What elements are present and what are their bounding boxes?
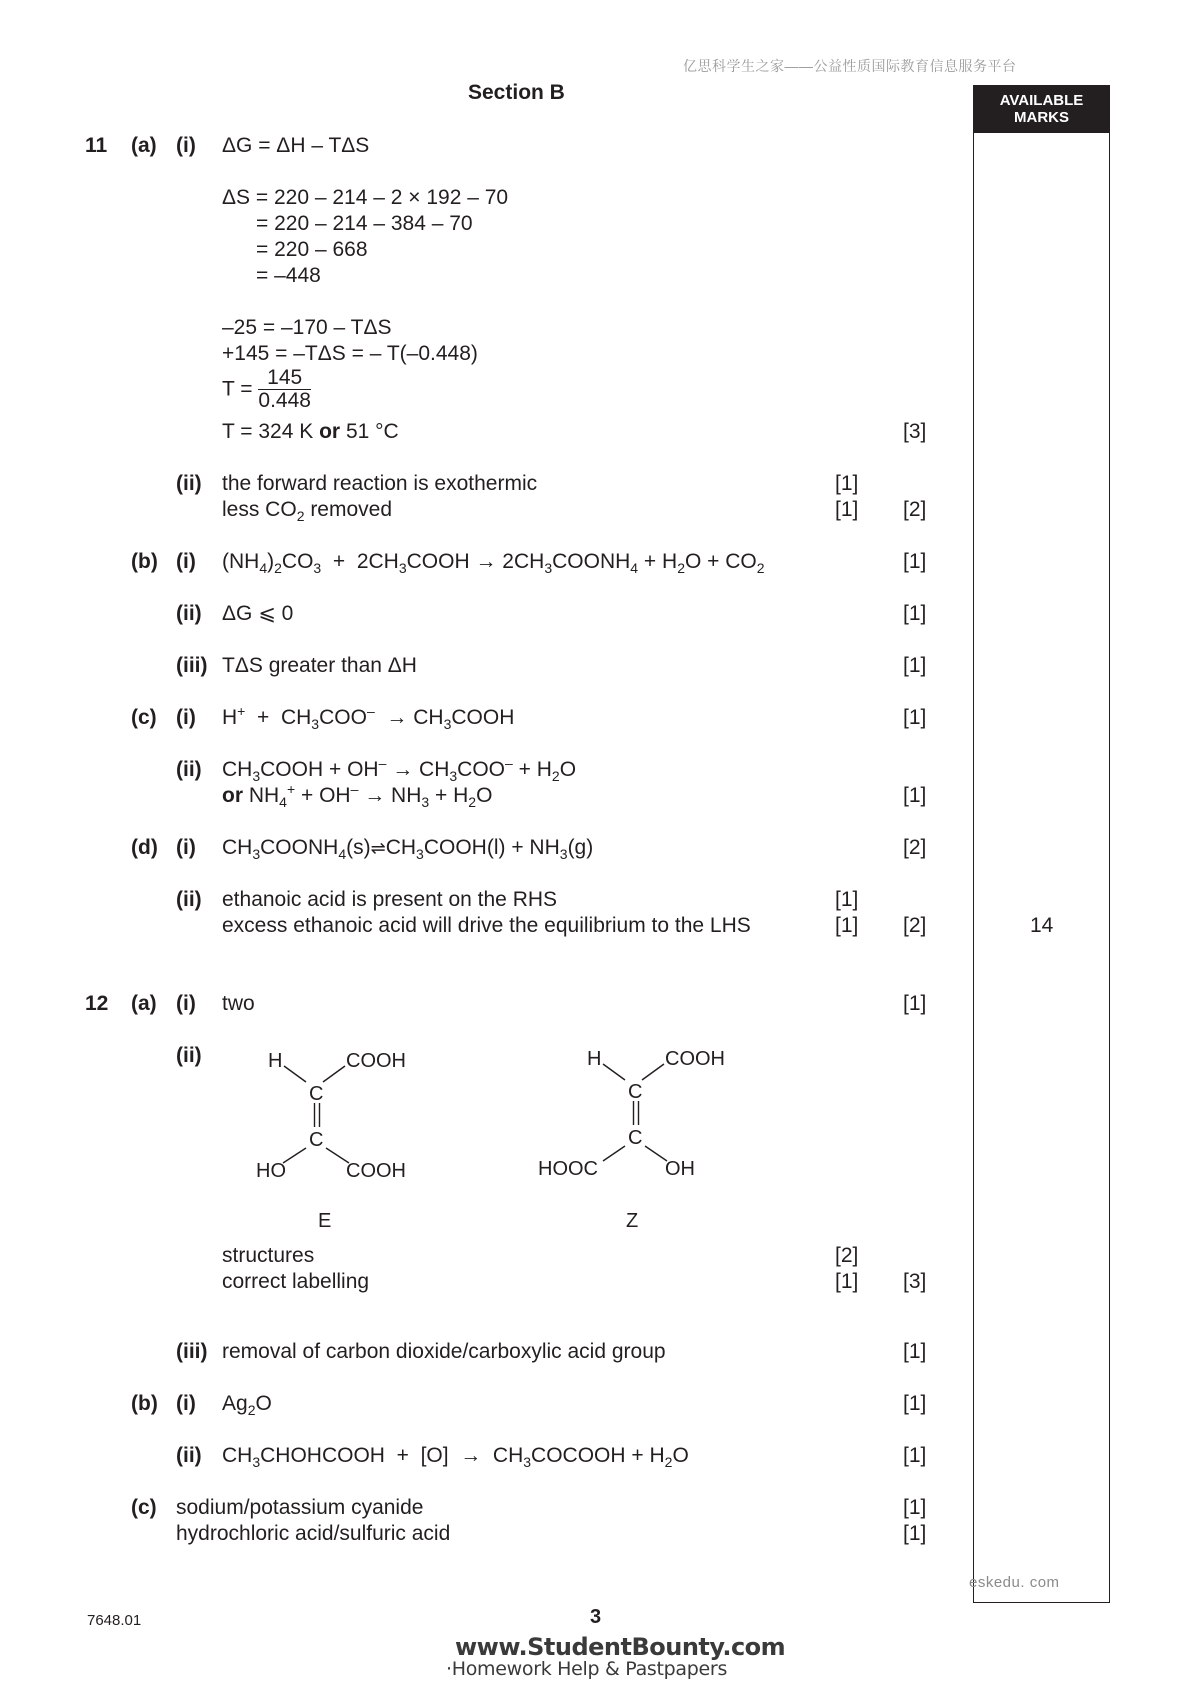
top-watermark: 亿思科学生之家——公益性质国际教育信息服务平台 [683,58,1017,74]
q12-a-ii-line1-mark: [2] [835,1244,859,1267]
q11-c-i-label: (i) [176,706,196,729]
q11-a-i-ds-line: = –448 [256,264,321,287]
available-marks-line2: MARKS [1014,109,1069,126]
q11-b-ii-text: ΔG ⩽ 0 [222,602,294,625]
q12-b-label: (b) [131,1392,158,1415]
q12-a-i-text: two [222,992,255,1015]
q11-a-ii-line1: the forward reaction is exothermic [222,472,538,495]
q11-b-iii-total-marks: [1] [903,654,927,677]
q12-a-ii-line2: correct labelling [222,1270,370,1293]
q12-a-iii-total-marks: [1] [903,1340,927,1363]
fraction-denominator: 0.448 [258,389,311,412]
q11-c-i-equation: $H^+ + CH_3COO^-$ → $CH_3COOH$ [222,703,515,733]
struct-e-cooh-bottom: COOH [346,1160,406,1182]
struct-e-carbon-bottom: C [309,1129,324,1151]
struct-z-h: H [587,1048,602,1070]
q12-a-ii-line2-mark: [1] [835,1270,859,1293]
q11-b-i-total-marks: [1] [903,550,927,573]
struct-z-oh: OH [665,1158,695,1180]
q12-a-i-label: (i) [176,992,196,1015]
studentbounty-logo-text: www.StudentBounty.com [455,1633,786,1661]
struct-z-name: Z [626,1210,639,1232]
q11-d-label: (d) [131,836,158,859]
q11-a-i-answer-celsius: 51 °C [345,420,399,443]
q11-d-ii-total-marks: [2] [903,914,927,937]
question-12-number: 12 [85,992,109,1015]
q11-a-i-line-145: +145 = –TΔS = – T(–0.448) [222,342,478,365]
q11-b-i-equation: $(NH_4)_2CO_3$ + $2CH_3COOH$ → $2CH_3COONH_4 + H_2O + CO_2$ [222,550,765,577]
q11-a-ii-total-marks: [2] [903,498,927,521]
q11-a-i-ds-line: = 220 – 668 [256,238,368,261]
q12-c-label: (c) [131,1496,157,1519]
q11-b-ii-total-marks: [1] [903,602,927,625]
bond-line [645,1146,667,1161]
q11-c-ii-total-marks: [1] [903,784,927,807]
struct-e-name: E [318,1210,332,1232]
q11-a-ii-line2-mark: [1] [835,498,859,521]
q11-b-iii-text: TΔS greater than ΔH [222,654,417,677]
q12-a-iii-label: (iii) [176,1340,208,1363]
q12-b-ii-total-marks: [1] [903,1444,927,1467]
subscript: 2 [296,508,305,525]
q12-a-label: (a) [131,992,157,1015]
q11-a-i-label: (i) [176,134,196,157]
section-title: Section B [468,81,565,104]
q11-d-ii-line2: excess ethanoic acid will drive the equilibrium to the LHS [222,914,751,937]
bond-line [323,1066,345,1082]
q11-a-i-t-prefix: T = [222,377,253,401]
q12-b-i-total-marks: [1] [903,1392,927,1415]
q11-d-i-label: (i) [176,836,196,859]
q11-d-ii-line2-mark: [1] [835,914,859,937]
q12-b-i-label: (i) [176,1392,196,1415]
q12-b-ii-label: (ii) [176,1444,202,1467]
q12-a-ii-line1: structures [222,1244,315,1267]
q11-c-i-total-marks: [1] [903,706,927,729]
bond-line [284,1066,306,1082]
q11-b-ii-label: (ii) [176,602,202,625]
q12-a-ii-total-marks: [3] [903,1270,927,1293]
q11-a-i-ds-line: = 220 – 214 – 384 – 70 [256,212,473,235]
q11-d-ii-label: (ii) [176,888,202,911]
q12-c-line2-mark: [1] [903,1522,927,1545]
q11-a-i-total-marks: [3] [903,420,927,443]
eskedu-watermark: eskedu. com [969,1574,1060,1591]
struct-z-carbon-bottom: C [628,1127,643,1149]
q11-b-label: (b) [131,550,158,573]
line2-b: removed [304,498,393,521]
q11-b-iii-label: (iii) [176,654,208,677]
page-number: 3 [590,1606,602,1628]
q12-a-iii-text: removal of carbon dioxide/carboxylic acid group [222,1340,666,1363]
q12-c-line2: hydrochloric acid/sulfuric acid [176,1522,451,1545]
q11-a-i-formula: ΔG = ΔH – TΔS [222,134,370,157]
q11-d-ii-line1-mark: [1] [835,888,859,911]
struct-e-ho: HO [256,1160,286,1182]
studentbounty-tagline: ·Homework Help & Pastpapers [446,1658,728,1680]
available-marks-line1: AVAILABLE [999,92,1084,109]
q11-d-ii-line1: ethanoic acid is present on the RHS [222,888,558,911]
q11-a-i-answer-or: or [319,420,341,443]
q11-d-i-equation: $CH_3COONH_4(s)\rightleftharpoons CH_3COOH(l) + NH_3(g)$ [222,836,594,863]
q11-d-i-total-marks: [2] [903,836,927,859]
struct-e-h: H [268,1050,283,1072]
q11-c-ii-equation2: or $NH_4^+ + OH^- \to NH_3 + H_2O$ [222,781,493,811]
q11-c-ii-equation1: $CH_3COOH + OH^- \to CH_3COO^- + H_2O$ [222,755,577,785]
question-11-number: 11 [85,134,108,157]
q11-a-ii-label: (ii) [176,472,202,495]
q11-a-i-ds-line: ΔS = 220 – 214 – 2 × 192 – 70 [222,186,509,209]
paper-code: 7648.01 [87,1612,142,1629]
q11-a-ii-line1-mark: [1] [835,472,859,495]
q11-a-i-line-neg25: –25 = –170 – TΔS [222,316,392,339]
q11-c-label: (c) [131,706,157,729]
struct-e-cooh-top: COOH [346,1050,406,1072]
q11-c-ii-label: (ii) [176,758,202,781]
line2-a: less CO [222,498,297,521]
q11-a-label: (a) [131,134,157,157]
fraction-numerator: 145 [258,367,311,390]
q12-a-i-total-marks: [1] [903,992,927,1015]
struct-z-hooc: HOOC [538,1158,598,1180]
bond-line [642,1064,664,1080]
q12-c-line1: sodium/potassium cyanide [176,1496,424,1519]
q12-b-i-formula: $Ag_2O$ [222,1392,272,1419]
or-word: or [222,784,243,807]
bond-line [603,1146,625,1161]
struct-z-carbon-top: C [628,1081,643,1103]
bond-line [603,1064,625,1080]
q11-a-i-answer-kelvin: T = 324 K [222,420,314,443]
struct-z-cooh-top: COOH [665,1048,725,1070]
q12-b-ii-equation: $CH_3CHOHCOOH + [O]$ → $CH_3COCOOH + H_2O$ [222,1444,689,1471]
q12-c-line1-mark: [1] [903,1496,927,1519]
bond-line [283,1148,306,1163]
q11-b-i-label: (i) [176,550,196,573]
q12-a-ii-label: (ii) [176,1044,202,1067]
struct-e-carbon-top: C [309,1083,324,1105]
q11-available-marks: 14 [1030,914,1054,937]
